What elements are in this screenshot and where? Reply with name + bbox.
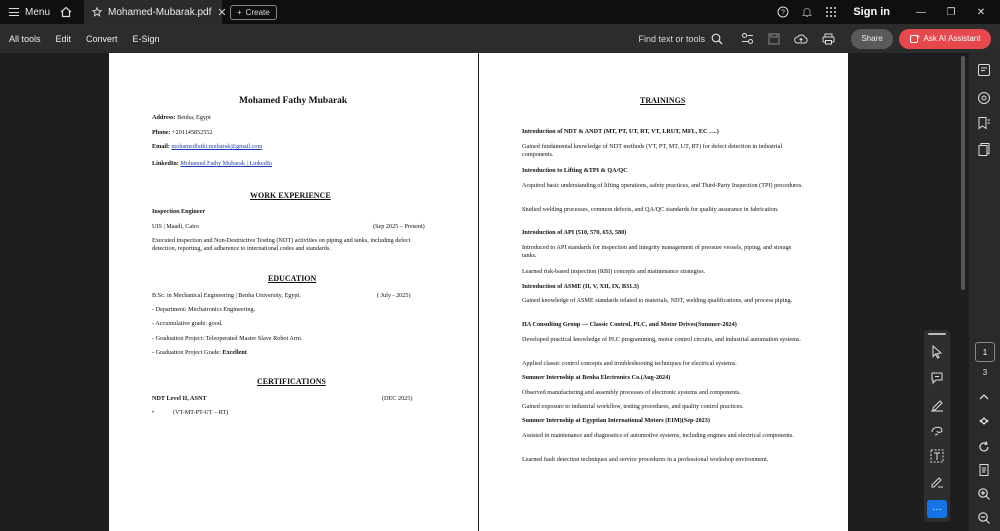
training-title: Introduction of ASME (II, V, XII, IX, B31.3) bbox=[522, 283, 639, 290]
vertical-scrollbar[interactable] bbox=[961, 56, 965, 290]
linkedin-link[interactable]: Mohamed Fathy Mubarak | LinkedIn bbox=[180, 160, 273, 167]
home-icon bbox=[60, 6, 72, 18]
training-title: HA Consulting Group — Classic Control, PLC, and Motor Drives(Summer-2024) bbox=[522, 321, 737, 328]
linkedin-label: LinkedIn: bbox=[152, 160, 179, 167]
training-title: Summer Internship at Benha Electronics Co.(Aug-2024) bbox=[522, 374, 671, 381]
fit-page-icon[interactable] bbox=[977, 463, 991, 477]
address-label: Address: bbox=[152, 114, 176, 121]
phone-line bbox=[152, 129, 213, 137]
training-desc: Introduced to API standards for inspection and integrity management of pressure vessels, piping, and storage tanks. bbox=[522, 244, 792, 259]
edu-dates: ( July - 2025) bbox=[377, 292, 411, 299]
add-text-icon[interactable] bbox=[929, 448, 945, 464]
convert-menu[interactable]: Convert bbox=[86, 33, 118, 44]
title-bar bbox=[0, 0, 1000, 24]
training-title: Introduction of NDT & ANDT (MT, PT, UT, RT, VT, LRUT, MFL, EC ….) bbox=[522, 128, 719, 135]
training-desc: Gained knowledge of ASME standards related to materials, NDT, welding qualifications, and process piping. bbox=[522, 297, 793, 304]
create-button[interactable] bbox=[230, 5, 277, 20]
training-desc: Observed manufacturing and assembly processes of electronic systems and components. bbox=[522, 389, 741, 396]
training-desc: Developed practical knowledge of PLC programming, motor control circuits, and industrial automation systems. bbox=[522, 336, 801, 343]
cert-dates: (DEC 2025) bbox=[382, 395, 413, 402]
job-company: UIS | Maadi, Cairo bbox=[152, 223, 199, 230]
email-line bbox=[152, 143, 262, 151]
notification-bell-icon[interactable] bbox=[801, 6, 813, 18]
sign-in-button[interactable]: Sign in bbox=[853, 6, 890, 18]
cert-methods: (VT-MT-PT-UT – RT) bbox=[173, 409, 229, 416]
all-tools-menu[interactable]: All tools bbox=[9, 33, 41, 44]
ask-ai-assistant-button[interactable] bbox=[899, 29, 991, 49]
document-workspace[interactable] bbox=[0, 53, 969, 531]
search-icon bbox=[711, 33, 723, 45]
save-icon[interactable] bbox=[768, 33, 780, 45]
education-heading: EDUCATION bbox=[268, 274, 317, 283]
resume-name: Mohamed Fathy Mubarak bbox=[239, 96, 348, 106]
zoom-in-icon[interactable] bbox=[977, 487, 991, 501]
esign-menu[interactable]: E-Sign bbox=[132, 33, 160, 44]
drag-handle[interactable] bbox=[928, 333, 946, 335]
tab-close-icon[interactable]: ✕ bbox=[217, 6, 227, 19]
training-desc: Studied welding processes, common defects, and QA/QC standards for quality assurance in fabrication. bbox=[522, 206, 779, 213]
training-title: Introduction of API (510, 570, 653, 580) bbox=[522, 229, 627, 236]
training-desc: Learned risk-based inspection (RBI) concepts and maintenance strategies. bbox=[522, 268, 706, 275]
certifications-heading: CERTIFICATIONS bbox=[257, 377, 326, 386]
training-desc: Gained exposure to industrial workflow, testing procedures, and quality control practices. bbox=[522, 403, 744, 410]
document-tab[interactable] bbox=[84, 0, 227, 24]
address-value: Benha, Egypt bbox=[177, 114, 211, 121]
current-page-input[interactable]: 1 bbox=[975, 342, 995, 362]
training-desc: Applied classic control concepts and troubleshooting techniques for electrical systems. bbox=[522, 360, 737, 367]
draw-freehand-icon[interactable] bbox=[929, 422, 945, 438]
edu-department: - Department: Mechatronics Engineering. bbox=[152, 306, 256, 313]
address-line bbox=[152, 114, 211, 122]
tab-title: Mohamed-Mubarak.pdf bbox=[108, 6, 212, 18]
page-down-icon[interactable] bbox=[977, 415, 991, 429]
main-toolbar bbox=[0, 24, 1000, 53]
pdf-page-2 bbox=[479, 53, 848, 531]
edu-grade-label: - Accumulative grade: bbox=[152, 320, 207, 327]
menu-button[interactable] bbox=[0, 7, 50, 18]
edu-project-grade-label: - Graduation Project Grade: bbox=[152, 349, 221, 356]
share-button[interactable]: Share bbox=[851, 29, 893, 49]
star-icon[interactable] bbox=[92, 7, 102, 17]
home-button[interactable] bbox=[54, 0, 78, 24]
help-icon[interactable] bbox=[777, 6, 789, 18]
email-link[interactable]: mohamedfathi.mubarak@gmail.com bbox=[171, 143, 263, 150]
pages-thumbnail-icon[interactable] bbox=[977, 142, 991, 156]
trainings-heading: TRAININGS bbox=[640, 96, 686, 105]
edu-grade-line bbox=[152, 320, 222, 328]
total-pages: 3 bbox=[982, 368, 988, 377]
job-dates: (Sep 2025 – Present) bbox=[373, 223, 425, 230]
edu-project-grade-value: Excellent bbox=[222, 349, 247, 356]
restore-icon[interactable]: ❐ bbox=[946, 6, 956, 18]
find-label: Find text or tools bbox=[638, 33, 705, 44]
ask-ai-label: Ask AI Assistant bbox=[923, 34, 981, 43]
training-desc: Acquired basic understanding of lifting operations, safety practices, and Third-Party Inspection (TPI) procedures. bbox=[522, 182, 803, 189]
plus-icon: + bbox=[237, 7, 242, 17]
print-icon[interactable] bbox=[822, 33, 835, 45]
find-tool-search[interactable] bbox=[638, 33, 723, 45]
bookmark-icon[interactable] bbox=[977, 116, 991, 130]
svg-text:?: ? bbox=[781, 9, 786, 17]
edu-project: - Graduation Project: Teleoperated Master Slave Robot Arm. bbox=[152, 335, 303, 342]
page-up-icon[interactable] bbox=[977, 390, 991, 404]
training-desc: Assisted in maintenance and diagnostics of automotive systems, including engines and electrical components. bbox=[522, 432, 794, 439]
training-title: Introduction to Lifting &TPI & QA/QC bbox=[522, 167, 628, 174]
create-label: Create bbox=[245, 7, 270, 17]
quick-tools-bar bbox=[924, 330, 950, 522]
add-comment-icon[interactable] bbox=[929, 370, 945, 386]
training-desc: Learned fault detection techniques and service procedures in a professional workshop environment. bbox=[522, 456, 769, 463]
zoom-out-icon[interactable] bbox=[977, 511, 991, 525]
pdf-page-1 bbox=[109, 53, 478, 531]
select-cursor-icon[interactable] bbox=[929, 344, 945, 360]
customize-tools-icon[interactable] bbox=[741, 32, 754, 45]
more-tools-button[interactable]: ··· bbox=[927, 500, 947, 518]
cert-title: NDT Level II, ASNT bbox=[152, 395, 207, 402]
linkedin-line bbox=[152, 160, 272, 168]
ai-sparkle-icon bbox=[910, 34, 920, 44]
phone-value: +201145852552 bbox=[172, 129, 213, 136]
email-label: Email: bbox=[152, 143, 170, 150]
upload-cloud-icon[interactable] bbox=[794, 33, 808, 45]
edu-grade-value: good. bbox=[208, 320, 223, 327]
edu-degree: B.Sc. in Mechanical Engineering | Benha University, Egypt. bbox=[152, 292, 301, 299]
phone-label: Phone: bbox=[152, 129, 171, 136]
fill-sign-icon[interactable] bbox=[929, 474, 945, 490]
edit-menu[interactable]: Edit bbox=[55, 33, 72, 44]
minimize-icon[interactable]: — bbox=[916, 6, 926, 18]
cert-bullet: • bbox=[152, 409, 155, 416]
highlight-pen-icon[interactable] bbox=[929, 396, 945, 412]
rotate-refresh-icon[interactable] bbox=[977, 440, 991, 454]
job-title: Inspection Engineer bbox=[152, 208, 206, 215]
right-side-panel bbox=[969, 53, 1000, 531]
work-experience-heading: WORK EXPERIENCE bbox=[250, 191, 331, 200]
hamburger-icon bbox=[9, 8, 19, 16]
job-description: Executed inspection and Non-Destructive Testing (NDT) activities on piping and tanks, including defect detection, reporting, and adherence to international codes and standards. bbox=[152, 237, 411, 252]
ai-chat-icon[interactable] bbox=[977, 91, 991, 105]
apps-grid-icon[interactable] bbox=[825, 6, 837, 18]
menu-label: Menu bbox=[24, 6, 50, 18]
comments-panel-icon[interactable] bbox=[977, 63, 991, 77]
training-desc: Gained fundamental knowledge of NDT methods (VT, PT, MT, UT, RT) for defect detection in industrial components. bbox=[522, 143, 783, 158]
window-close-icon[interactable]: ✕ bbox=[976, 6, 986, 18]
training-title: Summer Internship at Egyptian International Motors (EIM)(Sep-2023) bbox=[522, 417, 710, 424]
edu-project-grade-line bbox=[152, 349, 247, 357]
